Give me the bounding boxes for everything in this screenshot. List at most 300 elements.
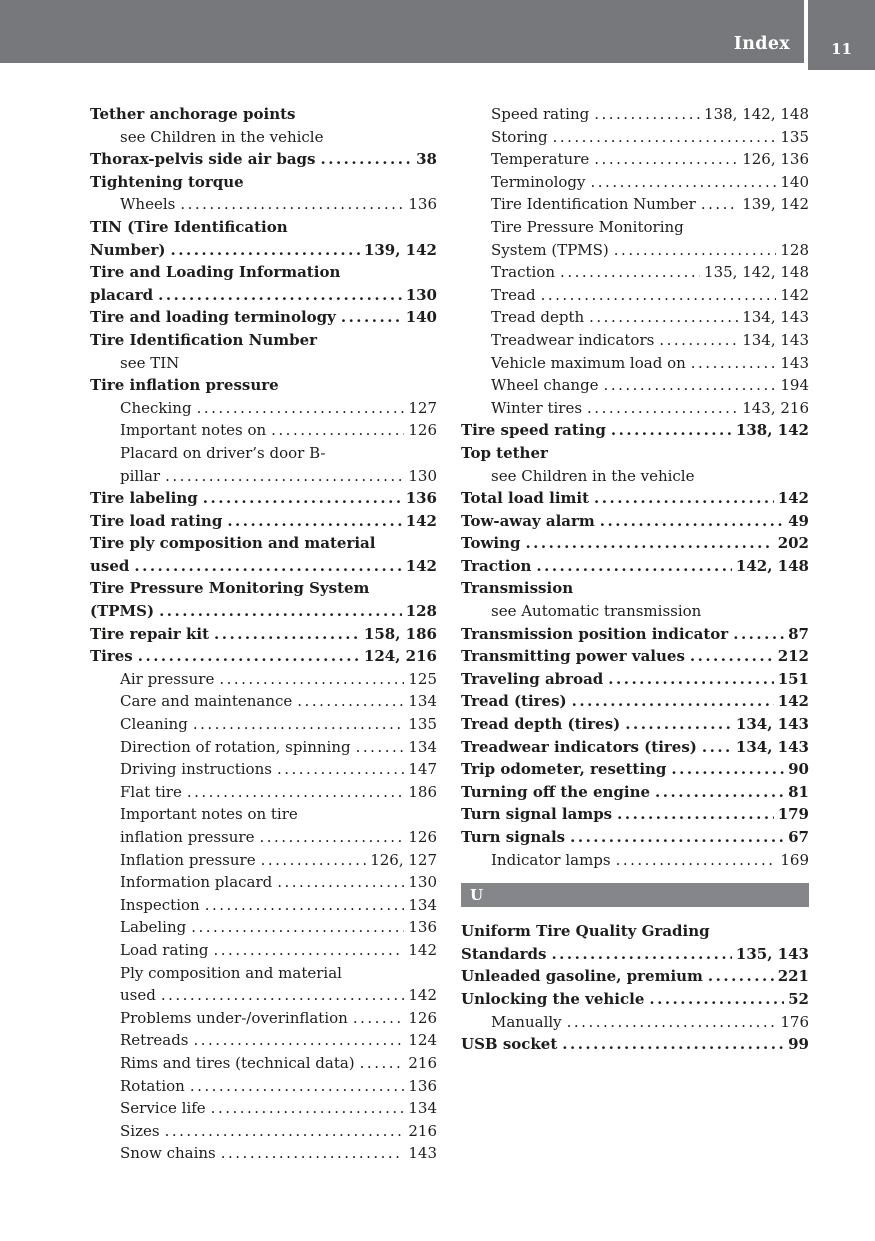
entry-page-numbers: 136 — [408, 1076, 437, 1095]
page-number-tab — [808, 0, 875, 70]
entry-label: Tire labeling — [90, 489, 198, 508]
index-entry-line — [90, 555, 437, 578]
entry-label: Winter tires — [491, 398, 583, 417]
entry-page-numbers: 134, 143 — [742, 308, 809, 327]
index-entry-line — [461, 623, 809, 646]
index-entry-line — [461, 736, 809, 759]
entry-page-numbers: 136 — [408, 195, 437, 214]
entry-page-numbers: 179 — [777, 805, 809, 824]
entry-label: Wheels — [120, 195, 176, 214]
dot-leader — [211, 1097, 405, 1120]
index-entry-line — [461, 397, 809, 420]
index-entry-line — [90, 803, 437, 826]
dot-leader — [708, 965, 774, 988]
index-entry-line — [90, 894, 437, 917]
dot-leader — [271, 419, 404, 442]
entry-label: Trip odometer, resetting — [461, 760, 667, 779]
entry-label: Important notes on tire — [120, 805, 298, 824]
entry-page-numbers: 130 — [405, 285, 437, 304]
index-entry-line — [461, 103, 809, 126]
entry-label: Service life — [120, 1099, 206, 1118]
entry-label: Tether anchorage points — [90, 105, 296, 123]
dot-leader — [616, 849, 777, 872]
entry-page-numbers: 126 — [408, 1008, 437, 1027]
entry-page-numbers: 38 — [416, 150, 437, 169]
entry-page-numbers: 202 — [777, 534, 809, 553]
dot-leader — [360, 1052, 405, 1075]
dot-leader — [190, 1075, 405, 1098]
dot-leader — [691, 352, 777, 375]
index-entry-line — [90, 103, 437, 126]
entry-label: Rims and tires (technical data) — [120, 1053, 355, 1072]
entry-page-numbers: 128 — [780, 240, 809, 259]
entry-label: Traction — [461, 556, 532, 575]
index-entry-line — [461, 943, 809, 966]
entry-page-numbers: 140 — [780, 172, 809, 191]
dot-leader — [570, 826, 784, 849]
entry-label: Tire load rating — [90, 511, 223, 530]
entry-label: Air pressure — [120, 669, 215, 688]
entry-page-numbers: 158, 186 — [363, 624, 437, 643]
dot-leader — [171, 239, 360, 262]
dot-leader — [617, 803, 774, 826]
entry-page-numbers: 139, 142 — [363, 240, 437, 259]
dot-leader — [671, 758, 784, 781]
index-entry-line — [461, 645, 809, 668]
dot-leader — [194, 1029, 405, 1052]
entry-page-numbers: 176 — [780, 1012, 809, 1031]
index-entry-line — [90, 690, 437, 713]
index-entry-line — [90, 849, 437, 872]
page-header-bar — [0, 0, 804, 63]
entry-label: Wheel change — [491, 376, 599, 395]
entry-label: Tread depth — [491, 308, 585, 327]
index-entry-line — [90, 419, 437, 442]
entry-label: Tire and loading terminology — [90, 308, 336, 327]
entry-page-numbers: 135, 142, 148 — [704, 263, 809, 282]
entry-label: Transmission — [461, 579, 574, 598]
entry-page-numbers: 130 — [408, 466, 437, 485]
entry-label: Cleaning — [120, 715, 188, 734]
entry-label: Tightening torque — [90, 172, 244, 191]
index-entry-line — [461, 465, 809, 488]
dot-leader — [625, 713, 732, 736]
index-entry-line — [90, 1097, 437, 1120]
entry-page-numbers: 134 — [408, 1099, 437, 1118]
entry-page-numbers: 52 — [788, 989, 809, 1008]
entry-page-numbers: 136 — [408, 918, 437, 937]
entry-page-numbers: 138, 142 — [735, 421, 809, 440]
index-entry-line — [90, 1052, 437, 1075]
index-entry-line — [90, 148, 437, 171]
entry-label: Tread (tires) — [461, 692, 567, 711]
entry-label: Tire inflation pressure — [90, 376, 279, 395]
index-entry-line — [90, 126, 437, 149]
entry-label: Tire Identification Number — [90, 330, 318, 349]
dot-leader — [277, 758, 404, 781]
entry-label: Transmitting power values — [461, 647, 685, 666]
dot-leader — [594, 487, 774, 510]
dot-leader — [356, 736, 405, 759]
entry-label: see Children in the vehicle — [120, 127, 324, 146]
index-entry-line — [90, 261, 437, 284]
dot-leader — [321, 148, 413, 171]
index-entry-line — [90, 532, 437, 555]
dot-leader — [690, 645, 774, 668]
entry-label: Treadwear indicators — [491, 330, 655, 349]
entry-page-numbers: 142 — [405, 556, 437, 575]
entry-label: Traction — [491, 263, 556, 282]
entry-label: inflation pressure — [120, 828, 255, 846]
entry-page-numbers: 216 — [408, 1053, 437, 1072]
index-entry-line — [90, 736, 437, 759]
dot-leader — [165, 1120, 405, 1143]
dot-leader — [701, 193, 738, 216]
entry-label: used — [120, 986, 156, 1005]
index-entry-line — [90, 668, 437, 691]
entry-label: Information placard — [120, 873, 273, 892]
entry-label: Unlocking the vehicle — [461, 989, 645, 1008]
index-entry-line — [461, 193, 809, 216]
index-entry-line — [90, 713, 437, 736]
entry-page-numbers: 127 — [408, 398, 437, 417]
entry-label: USB socket — [461, 1035, 558, 1054]
dot-leader — [277, 871, 404, 894]
entry-page-numbers: 126 — [408, 828, 437, 846]
dot-leader — [297, 690, 404, 713]
dot-leader — [227, 510, 401, 533]
dot-leader — [180, 193, 404, 216]
index-entry-line — [461, 988, 809, 1011]
dot-leader — [536, 555, 732, 578]
entry-label: Number) — [90, 240, 166, 259]
entry-label: Important notes on — [120, 421, 267, 440]
index-entry-line — [90, 577, 437, 600]
entry-label: Total load limit — [461, 489, 590, 508]
entry-label: Towing — [461, 534, 521, 553]
index-column-right — [461, 103, 809, 1165]
index-entry-line — [461, 261, 809, 284]
index-entry-line — [461, 239, 809, 262]
dot-leader — [191, 916, 404, 939]
index-entry-line — [461, 510, 809, 533]
entry-page-numbers: 134, 143 — [735, 737, 809, 756]
dot-leader — [702, 736, 732, 759]
entry-page-numbers: 169 — [780, 850, 809, 869]
entry-label: see TIN — [120, 353, 180, 372]
entry-page-numbers: 186 — [408, 782, 437, 801]
dot-leader — [259, 826, 404, 849]
index-entry-line — [90, 1120, 437, 1143]
dot-leader — [611, 419, 732, 442]
index-entry-line — [90, 939, 437, 962]
entry-page-numbers: 99 — [788, 1035, 809, 1054]
dot-leader — [551, 943, 731, 966]
entry-page-numbers: 134, 143 — [742, 330, 809, 349]
index-entry-line — [90, 781, 437, 804]
entry-page-numbers: 221 — [777, 967, 809, 986]
dot-leader — [158, 284, 402, 307]
entry-label: see Automatic transmission — [491, 602, 702, 621]
entry-label: System (TPMS) — [491, 240, 609, 259]
entry-page-numbers: 126, 136 — [742, 150, 809, 169]
index-entry-line — [461, 352, 809, 375]
index-entry-line — [461, 148, 809, 171]
entry-label: Problems under-/overinflation — [120, 1008, 348, 1027]
index-entry-line — [90, 239, 437, 262]
dot-leader — [193, 713, 405, 736]
dot-leader — [572, 690, 774, 713]
entry-page-numbers: 49 — [788, 511, 809, 530]
dot-leader — [187, 781, 405, 804]
dot-leader — [600, 510, 784, 533]
index-entry-line — [461, 284, 809, 307]
index-entry-line — [461, 690, 809, 713]
index-entry-line — [90, 329, 437, 352]
entry-label: Tow-away alarm — [461, 511, 595, 530]
section-header-u — [461, 883, 809, 907]
entry-page-numbers: 130 — [408, 873, 437, 892]
dot-leader — [341, 306, 402, 329]
entry-page-numbers: 136 — [405, 489, 437, 508]
entry-label: Standards — [461, 944, 547, 963]
index-entry-line — [90, 871, 437, 894]
index-entry-line — [90, 984, 437, 1007]
section-letter: U — [470, 886, 484, 905]
entry-page-numbers: 134 — [408, 692, 437, 711]
entry-label: Manually — [491, 1012, 562, 1031]
entry-label: Inflation pressure — [120, 850, 256, 869]
dot-leader — [604, 374, 777, 397]
index-entry-line — [90, 758, 437, 781]
entry-label: Placard on driver’s door B- — [120, 443, 326, 462]
dot-leader — [587, 397, 738, 420]
entry-label: Rotation — [120, 1076, 185, 1095]
entry-page-numbers: 151 — [777, 669, 809, 688]
entry-label: Ply composition and material — [120, 963, 342, 982]
entry-label: Unleaded gasoline, premium — [461, 967, 703, 986]
dot-leader — [165, 465, 404, 488]
index-entry-line — [461, 713, 809, 736]
entry-page-numbers: 124 — [408, 1031, 437, 1050]
entry-label: Care and maintenance — [120, 692, 293, 711]
entry-label: Top tether — [461, 443, 548, 462]
index-entry-line — [461, 306, 809, 329]
entry-label: Turning off the engine — [461, 782, 651, 801]
entry-page-numbers: 126 — [408, 421, 437, 440]
index-entry-line — [90, 623, 437, 646]
index-entry-line — [461, 442, 809, 465]
entry-label: (TPMS) — [90, 602, 155, 621]
entry-label: Tread — [491, 285, 536, 304]
index-entry-line — [90, 600, 437, 623]
index-entry-line — [461, 555, 809, 578]
index-entry-line — [90, 826, 437, 849]
dot-leader — [159, 600, 402, 623]
dot-leader — [733, 623, 784, 646]
entry-label: Speed rating — [491, 105, 590, 123]
index-entry-line — [461, 849, 809, 872]
dot-leader — [594, 103, 700, 126]
index-entry-line — [461, 1011, 809, 1034]
index-entry-line — [90, 645, 437, 668]
dot-leader — [138, 645, 360, 668]
dot-leader — [655, 781, 784, 804]
page-title: Index — [733, 34, 790, 54]
dot-leader — [562, 1033, 784, 1056]
entry-page-numbers: 126, 127 — [370, 850, 437, 869]
dot-leader — [214, 623, 360, 646]
dot-leader — [221, 1142, 405, 1165]
index-content — [0, 70, 875, 1165]
dot-leader — [219, 668, 404, 691]
entry-label: Uniform Tire Quality Grading — [461, 922, 710, 941]
dot-leader — [594, 148, 738, 171]
entry-label: Turn signals — [461, 828, 566, 846]
dot-leader — [560, 261, 700, 284]
dot-leader — [161, 984, 405, 1007]
index-entry-line — [90, 916, 437, 939]
dot-leader — [203, 487, 402, 510]
index-entry-line — [461, 216, 809, 239]
entry-label: Temperature — [491, 150, 590, 169]
entry-page-numbers: 135 — [780, 127, 809, 146]
index-entry-line — [90, 487, 437, 510]
entry-label: Tires — [90, 647, 133, 666]
entry-label: TIN (Tire Identification — [90, 217, 288, 236]
index-entry-line — [461, 758, 809, 781]
index-entry-line — [461, 965, 809, 988]
entry-page-numbers: 142 — [777, 489, 809, 508]
entry-page-numbers: 142 — [408, 940, 437, 959]
index-entry-line — [90, 352, 437, 375]
index-entry-line — [461, 1033, 809, 1056]
entry-label: Direction of rotation, spinning — [120, 737, 351, 756]
index-entry-line — [90, 1142, 437, 1165]
dot-leader — [214, 939, 405, 962]
entry-page-numbers: 142 — [405, 511, 437, 530]
index-entry-line — [90, 193, 437, 216]
entry-page-numbers: 140 — [405, 308, 437, 327]
index-entry-line — [90, 306, 437, 329]
entry-label: Transmission position indicator — [461, 624, 729, 643]
entry-page-numbers: 81 — [788, 782, 809, 801]
entry-label: Tire Pressure Monitoring System — [90, 579, 370, 598]
dot-leader — [608, 668, 773, 691]
index-entry-line — [461, 920, 809, 943]
index-entry-line — [90, 216, 437, 239]
entry-label: placard — [90, 285, 154, 304]
entry-page-numbers: 67 — [788, 828, 809, 846]
index-entry-line — [90, 510, 437, 533]
dot-leader — [591, 171, 777, 194]
entry-label: Storing — [491, 127, 548, 146]
entry-label: Tire and Loading Information — [90, 263, 341, 282]
dot-leader — [659, 329, 738, 352]
entry-label: Tread depth (tires) — [461, 715, 621, 734]
index-entry-line — [461, 803, 809, 826]
entry-page-numbers: 142 — [777, 692, 809, 711]
index-entry-line — [90, 1029, 437, 1052]
entry-label: Tire repair kit — [90, 624, 210, 643]
dot-leader — [261, 849, 367, 872]
entry-label: Thorax-pelvis side air bags — [90, 150, 316, 169]
entry-page-numbers: 138, 142, 148 — [704, 105, 809, 123]
entry-label: Inspection — [120, 895, 200, 914]
entry-label: see Children in the vehicle — [491, 466, 695, 485]
entry-page-numbers: 142, 148 — [735, 556, 809, 575]
dot-leader — [197, 397, 405, 420]
index-entry-line — [90, 284, 437, 307]
entry-page-numbers: 194 — [780, 376, 809, 395]
entry-page-numbers: 216 — [408, 1121, 437, 1140]
entry-page-numbers: 143 — [780, 353, 809, 372]
entry-page-numbers: 135 — [408, 715, 437, 734]
entry-page-numbers: 139, 142 — [742, 195, 809, 214]
index-column-left — [90, 103, 437, 1165]
entry-label: Labeling — [120, 918, 187, 937]
entry-label: Vehicle maximum load on — [491, 353, 686, 372]
entry-label: Driving instructions — [120, 760, 272, 779]
index-entry-line — [461, 577, 809, 600]
entry-page-numbers: 87 — [788, 624, 809, 643]
entry-page-numbers: 125 — [408, 669, 437, 688]
entry-page-numbers: 142 — [408, 986, 437, 1005]
entry-label: Tire Pressure Monitoring — [491, 217, 684, 236]
entry-page-numbers: 128 — [405, 602, 437, 621]
entry-page-numbers: 124, 216 — [363, 647, 437, 666]
entry-label: Tire ply composition and material — [90, 534, 376, 553]
index-entry-line — [461, 600, 809, 623]
entry-label: Terminology — [491, 172, 586, 191]
index-entry-line — [461, 329, 809, 352]
dot-leader — [589, 306, 738, 329]
entry-page-numbers: 212 — [777, 647, 809, 666]
index-entry-line — [461, 374, 809, 397]
dot-leader — [614, 239, 777, 262]
entry-page-numbers: 143 — [408, 1144, 437, 1163]
entry-label: Retreads — [120, 1031, 189, 1050]
entry-label: used — [90, 556, 130, 575]
index-entry-line — [461, 126, 809, 149]
entry-page-numbers: 147 — [408, 760, 437, 779]
index-entry-line — [461, 668, 809, 691]
index-entry-line — [461, 532, 809, 555]
entry-label: Flat tire — [120, 782, 182, 801]
dot-leader — [553, 126, 777, 149]
index-entry-line — [461, 419, 809, 442]
entry-label: Load rating — [120, 940, 209, 959]
entry-label: Tire Identification Number — [491, 195, 696, 214]
index-entry-line — [461, 781, 809, 804]
entry-label: Snow chains — [120, 1144, 216, 1163]
entry-page-numbers: 135, 143 — [735, 944, 809, 963]
index-entry-line — [90, 374, 437, 397]
entry-label: Tire speed rating — [461, 421, 606, 440]
dot-leader — [567, 1011, 777, 1034]
index-entry-line — [90, 397, 437, 420]
entry-label: Treadwear indicators (tires) — [461, 737, 697, 756]
entry-label: Turn signal lamps — [461, 805, 613, 824]
index-entry-line — [461, 171, 809, 194]
dot-leader — [205, 894, 405, 917]
index-entry-line — [90, 1075, 437, 1098]
entry-label: Indicator lamps — [491, 850, 611, 869]
index-entry-line — [90, 465, 437, 488]
page-header — [0, 0, 875, 70]
entry-page-numbers: 134 — [408, 895, 437, 914]
entry-page-numbers: 134 — [408, 737, 437, 756]
